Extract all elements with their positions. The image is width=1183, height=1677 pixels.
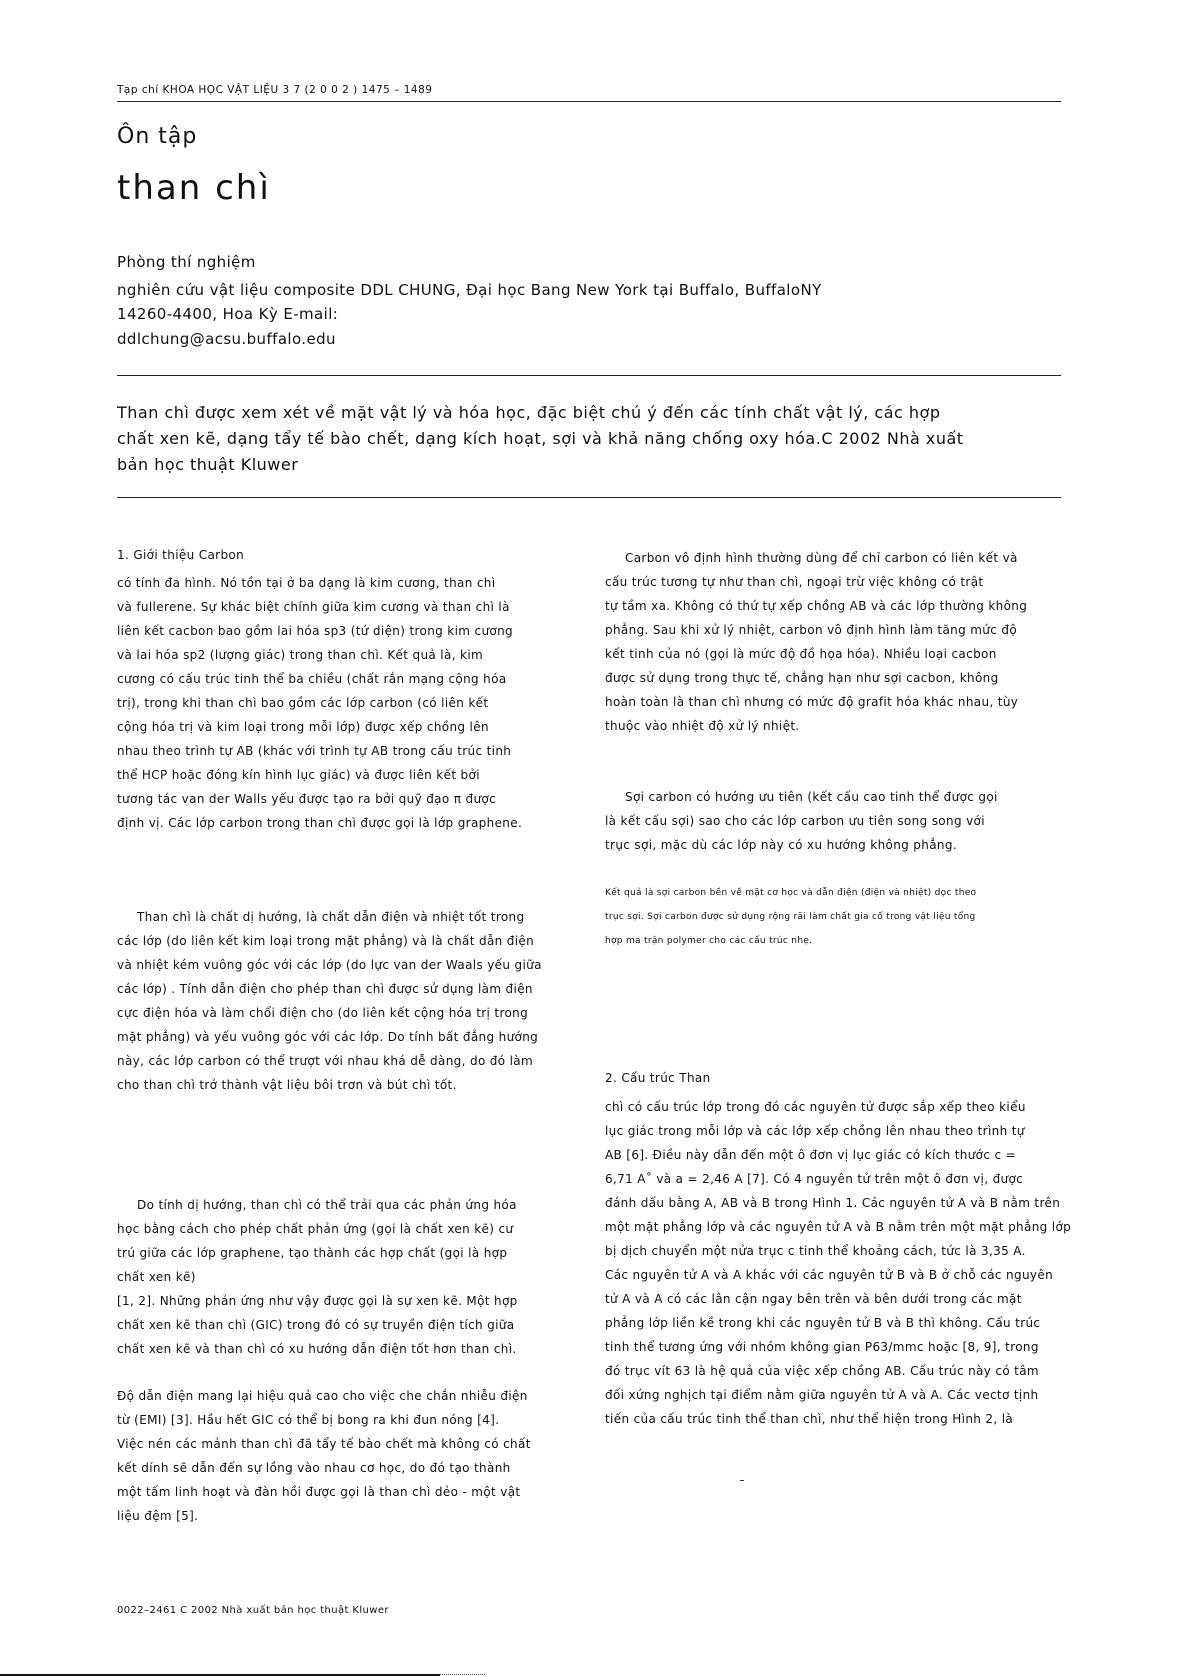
text-line: lục giác trong mỗi lớp và các lớp xếp chồng lên nhau theo trình tự xyxy=(605,1124,1025,1138)
text-line: một mặt phẳng lớp và các nguyên tử A và B nằm trên một mặt phẳng lớp xyxy=(605,1220,1072,1234)
text-line: hợp ma trận polymer cho các cấu trúc nhẹ. xyxy=(605,936,813,946)
text-line: đánh dấu bằng A, AB và B trong Hình 1. Các nguyên tử A và B nằm trên xyxy=(605,1196,1061,1210)
text-line: Các nguyên tử A và A khác với các nguyên tử B và B ở chỗ các nguyên xyxy=(605,1268,1054,1282)
text-line: liên kết cacbon bao gồm lai hóa sp3 (tứ diện) trong kim cương xyxy=(117,624,514,638)
text-line: Than chì là chất dị hướng, là chất dẫn điện và nhiệt tốt trong xyxy=(137,910,525,924)
text-line: thể HCP hoặc đóng kín hình lục giác) và được liên kết bởi xyxy=(117,768,480,782)
text-line: trú giữa các lớp graphene, tạo thành các hợp chất (gọi là hợp xyxy=(117,1246,508,1260)
text-line: kết tinh của nó (gọi là mức độ đồ họa hóa). Nhiều loại cacbon xyxy=(605,647,997,661)
text-line: và fullerene. Sự khác biệt chính giữa kim cương và than chì là xyxy=(117,600,510,614)
text-line: chất xen kẽ và than chì có xu hướng dẫn điện tốt hơn than chì. xyxy=(117,1342,517,1356)
text-line: là kết cấu sợi) sao cho các lớp carbon ưu tiên song song với xyxy=(605,814,985,828)
section-heading-2: 2. Cấu trúc Than xyxy=(605,1071,711,1085)
text-line: Kết quả là sợi carbon bền về mặt cơ học và dẫn điện (điện và nhiệt) dọc theo xyxy=(605,888,977,898)
text-line: cho than chì trở thành vật liệu bôi trơn và bút chì tốt. xyxy=(117,1078,457,1092)
text-line: phẳng. Sau khi xử lý nhiệt, carbon vô định hình làm tăng mức độ xyxy=(605,623,1018,637)
text-line: các lớp) . Tính dẫn điện cho phép than chì được sử dụng làm điện xyxy=(117,982,533,996)
text-line: Độ dẫn điện mang lại hiệu quả cao cho việc che chắn nhiễu điện xyxy=(117,1389,528,1403)
article-title: than chì xyxy=(117,168,271,208)
text-line: tiến của cấu trúc tinh thể than chì, như thể hiện trong Hình 2, là xyxy=(605,1412,1014,1426)
affiliation-line-2: nghiên cứu vật liệu composite DDL CHUNG, Đại học Bang New York tại Buffalo, BuffaloNY xyxy=(117,281,822,299)
abstract-top-rule xyxy=(117,375,1061,376)
text-line: Việc nén các mảnh than chì đã tẩy tế bào chết mà không có chất xyxy=(117,1437,531,1451)
text-line: đối xứng nghịch tại điểm nằm giữa nguyên tử A và A. Các vectơ tịnh xyxy=(605,1388,1039,1402)
text-line: tương tác van der Walls yếu được tạo ra bởi quỹ đạo π được xyxy=(117,792,497,806)
text-line: bị dịch chuyển một nửa trục c tinh thể khoảng cách, tức là 3,35 A. xyxy=(605,1244,1026,1258)
abstract-bottom-rule xyxy=(117,497,1061,498)
section-heading-1: 1. Giới thiệu Carbon xyxy=(117,548,245,562)
text-line: tinh thể tương ứng với nhóm không gian P63/mmc hoặc [8, 9], trong xyxy=(605,1340,1039,1354)
text-line: cương có cấu trúc tinh thể ba chiều (chất rắn mạng cộng hóa xyxy=(117,672,507,686)
text-line: tử A và A có các lân cận ngay bên trên và bên dưới trong các mặt xyxy=(605,1292,1022,1306)
abstract-line: Than chì được xem xét về mặt vật lý và hóa học, đặc biệt chú ý đến các tính chất vật lý, các hợp xyxy=(117,403,941,422)
text-line: từ (EMI) [3]. Hầu hết GIC có thể bị bong ra khi đun nóng [4]. xyxy=(117,1413,500,1427)
text-line: và nhiệt kém vuông góc với các lớp (do lực van der Waals yếu giữa xyxy=(117,958,542,972)
bottom-rule-dotted xyxy=(440,1674,485,1675)
journal-header: Tạp chí KHOA HỌC VẬT LIỆU 3 7 (2 0 0 2 ) 1475 – 1489 xyxy=(117,84,433,96)
text-line: kết dính sẽ dẫn đến sự lồng vào nhau cơ học, do đó tạo thành xyxy=(117,1461,511,1475)
affiliation-line-1: Phòng thí nghiệm xyxy=(117,253,256,271)
text-line: chất xen kẽ than chì (GIC) trong đó có sự truyền điện tích giữa xyxy=(117,1318,515,1332)
text-line: cấu trúc tương tự như than chì, ngoại trừ việc không có trật xyxy=(605,575,984,589)
text-line: AB [6]. Điều này dẫn đến một ô đơn vị lục giác có kích thước c = xyxy=(605,1148,1016,1162)
bottom-rule xyxy=(0,1674,440,1676)
text-line: trục sợi. Sợi carbon được sử dụng rộng rãi làm chất gia cố trong vật liệu tổng xyxy=(605,912,976,922)
text-line: thuộc vào nhiệt độ xử lý nhiệt. xyxy=(605,719,800,733)
text-line: tự tầm xa. Không có thứ tự xếp chồng AB và các lớp thường không xyxy=(605,599,1028,613)
text-line: mặt phẳng) và yếu vuông góc với các lớp. Do tính bất đẳng hướng xyxy=(117,1030,539,1044)
text-line: cộng hóa trị và kim loại trong mỗi lớp) được xếp chồng lên xyxy=(117,720,489,734)
copyright-footer: 0022–2461 C 2002 Nhà xuất bản học thuật Kluwer xyxy=(117,1605,389,1616)
text-line: định vị. Các lớp carbon trong than chì được gọi là lớp graphene. xyxy=(117,816,523,830)
text-line: này, các lớp carbon có thể trượt với nhau khá dễ dàng, do đó làm xyxy=(117,1054,534,1068)
text-line: chất xen kẽ) xyxy=(117,1270,196,1284)
article-kicker: Ôn tập xyxy=(117,124,198,149)
abstract-line: chất xen kẽ, dạng tẩy tế bào chết, dạng kích hoạt, sợi và khả năng chống oxy hóa.C 2002 Nhà xuất xyxy=(117,429,964,448)
text-line: đó trục vít 63 là hệ quả của việc xếp chồng AB. Cấu trúc này có tâm xyxy=(605,1364,1039,1378)
affiliation-line-3: 14260-4400, Hoa Kỳ E-mail: xyxy=(117,305,339,323)
header-rule xyxy=(117,101,1061,102)
text-line: Carbon vô định hình thường dùng để chỉ carbon có liên kết và xyxy=(625,551,1018,565)
abstract-line: bản học thuật Kluwer xyxy=(117,455,299,474)
text-line: Do tính dị hướng, than chì có thể trải qua các phản ứng hóa xyxy=(137,1198,517,1212)
text-line: nhau theo trình tự AB (khác với trình tự AB trong cấu trúc tinh xyxy=(117,744,512,758)
text-line: trục sợi, mặc dù các lớp này có xu hướng không phẳng. xyxy=(605,838,958,852)
text-line: cực điện hóa và làm chổi điện cho (do liên kết cộng hóa trị trong xyxy=(117,1006,529,1020)
text-line: chì có cấu trúc lớp trong đó các nguyên tử được sắp xếp theo kiểu xyxy=(605,1100,1026,1114)
affiliation-email: ddlchung@acsu.buffalo.edu xyxy=(117,330,336,348)
text-line: một tấm linh hoạt và đàn hồi được gọi là than chì dẻo - một vật xyxy=(117,1485,521,1499)
text-line: hoàn toàn là than chì nhưng có mức độ grafit hóa khác nhau, tùy xyxy=(605,695,1019,709)
stray-dash xyxy=(740,1480,744,1481)
text-line: có tính đa hình. Nó tồn tại ở ba dạng là kim cương, than chì xyxy=(117,576,496,590)
text-line: được sử dụng trong thực tế, chẳng hạn như sợi cacbon, không xyxy=(605,671,999,685)
text-line: và lai hóa sp2 (lượng giác) trong than chì. Kết quả là, kim xyxy=(117,648,484,662)
text-line: trị), trong khi than chì bao gồm các lớp carbon (có liên kết xyxy=(117,696,489,710)
abstract xyxy=(117,400,1027,478)
text-line: Sợi carbon có hướng ưu tiên (kết cấu cao tinh thể được gọi xyxy=(625,790,998,804)
text-line: phẳng lớp liền kề trong khi các nguyên tử B và B thì không. Cấu trúc xyxy=(605,1316,1041,1330)
text-line: [1, 2]. Những phản ứng như vậy được gọi là sự xen kẽ. Một hợp xyxy=(117,1294,518,1308)
text-line: các lớp (do liên kết kim loại trong mặt phẳng) và là chất dẫn điện xyxy=(117,934,535,948)
text-line: học bằng cách cho phép chất phản ứng (gọi là chất xen kẽ) cư xyxy=(117,1222,514,1236)
text-line: liệu đệm [5]. xyxy=(117,1509,199,1523)
text-line: 6,71 A˚ và a = 2,46 A [7]. Có 4 nguyên tử trên một ô đơn vị, được xyxy=(605,1172,1024,1186)
